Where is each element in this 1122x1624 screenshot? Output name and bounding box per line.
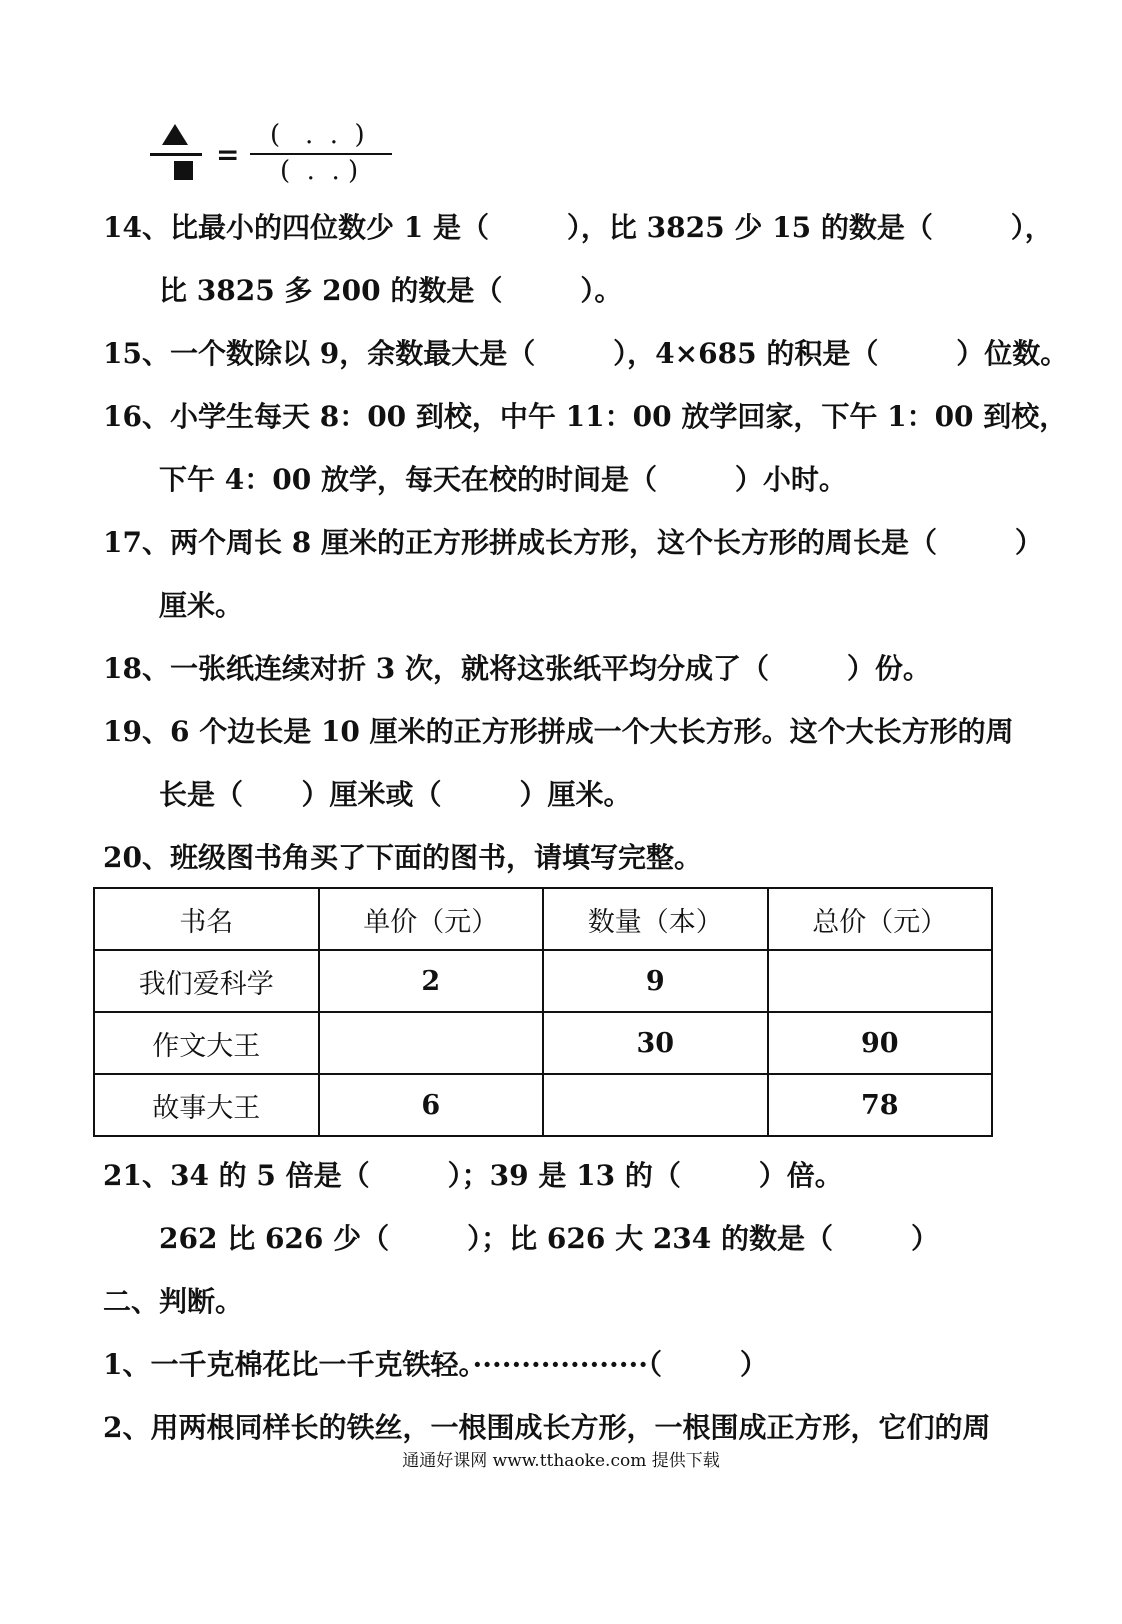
table-cell: 我们爱科学 (94, 950, 319, 1012)
question-17-line-1: 17、两个周长 8 厘米的正方形拼成长方形，这个长方形的周长是（ ） (103, 526, 1043, 559)
table-cell (768, 950, 993, 1012)
table-cell: 作文大王 (94, 1012, 319, 1074)
table-cell: 6 (319, 1074, 544, 1136)
judgment-item-1: 1、一千克棉花比一千克铁轻。··················（ ） (103, 1348, 768, 1381)
question-19-line-1: 19、6 个边长是 10 厘米的正方形拼成一个大长方形。这个大长方形的周 (103, 715, 1014, 748)
square-icon (174, 161, 193, 180)
header-cell-total-price: 总价（元） (768, 888, 993, 950)
table-cell: 9 (543, 950, 768, 1012)
question-17-line-2: 厘米。 (159, 589, 244, 622)
fraction-expression (150, 120, 410, 190)
table-cell: 2 (319, 950, 544, 1012)
fraction-bar-left (150, 153, 202, 156)
question-14-line-2: 比 3825 多 200 的数是（ ）。 (159, 274, 623, 307)
table-cell: 30 (543, 1012, 768, 1074)
question-16-line-2: 下午 4：00 放学，每天在校的时间是（ ）小时。 (159, 463, 847, 496)
fraction-denominator-blank: ( . . ) (280, 156, 359, 186)
table-cell (543, 1074, 768, 1136)
table-row (94, 1012, 992, 1074)
section-2-title: 二、判断。 (103, 1285, 244, 1318)
table-row (94, 950, 992, 1012)
table-header-row (94, 888, 992, 950)
question-19-line-2: 长是（ ）厘米或（ ）厘米。 (159, 778, 632, 811)
table-cell: 故事大王 (94, 1074, 319, 1136)
header-cell-quantity: 数量（本） (543, 888, 768, 950)
question-16-line-1: 16、小学生每天 8：00 到校，中午 11：00 放学回家，下午 1：00 到校， (103, 400, 1068, 433)
question-21-line-2: 262 比 626 少（ ）；比 626 大 234 的数是（ ） (159, 1222, 939, 1255)
judgment-item-2: 2、用两根同样长的铁丝，一根围成长方形，一根围成正方形，它们的周 (103, 1411, 991, 1444)
triangle-icon (162, 124, 188, 145)
books-table (93, 887, 993, 1137)
footer-watermark: 通通好课网 www.tthaoke.com 提供下载 (402, 1451, 720, 1471)
question-14-line-1: 14、比最小的四位数少 1 是（ ），比 3825 少 15 的数是（ ）， (103, 211, 1053, 244)
equals-sign: = (216, 138, 240, 171)
table-cell: 90 (768, 1012, 993, 1074)
fraction-numerator-blank: ( . . ) (270, 120, 365, 150)
table-cell (319, 1012, 544, 1074)
question-20: 20、班级图书角买了下面的图书，请填写完整。 (103, 841, 702, 874)
header-cell-unit-price: 单价（元） (319, 888, 544, 950)
question-21-line-1: 21、34 的 5 倍是（ ）；39 是 13 的（ ）倍。 (103, 1159, 843, 1192)
header-cell-title: 书名 (94, 888, 319, 950)
fraction-bar-right (250, 153, 392, 155)
question-18: 18、一张纸连续对折 3 次，就将这张纸平均分成了（ ）份。 (103, 652, 931, 685)
question-15: 15、一个数除以 9，余数最大是（ ），4×685 的积是（ ）位数。 (103, 337, 1069, 370)
table-cell: 78 (768, 1074, 993, 1136)
table-row (94, 1074, 992, 1136)
